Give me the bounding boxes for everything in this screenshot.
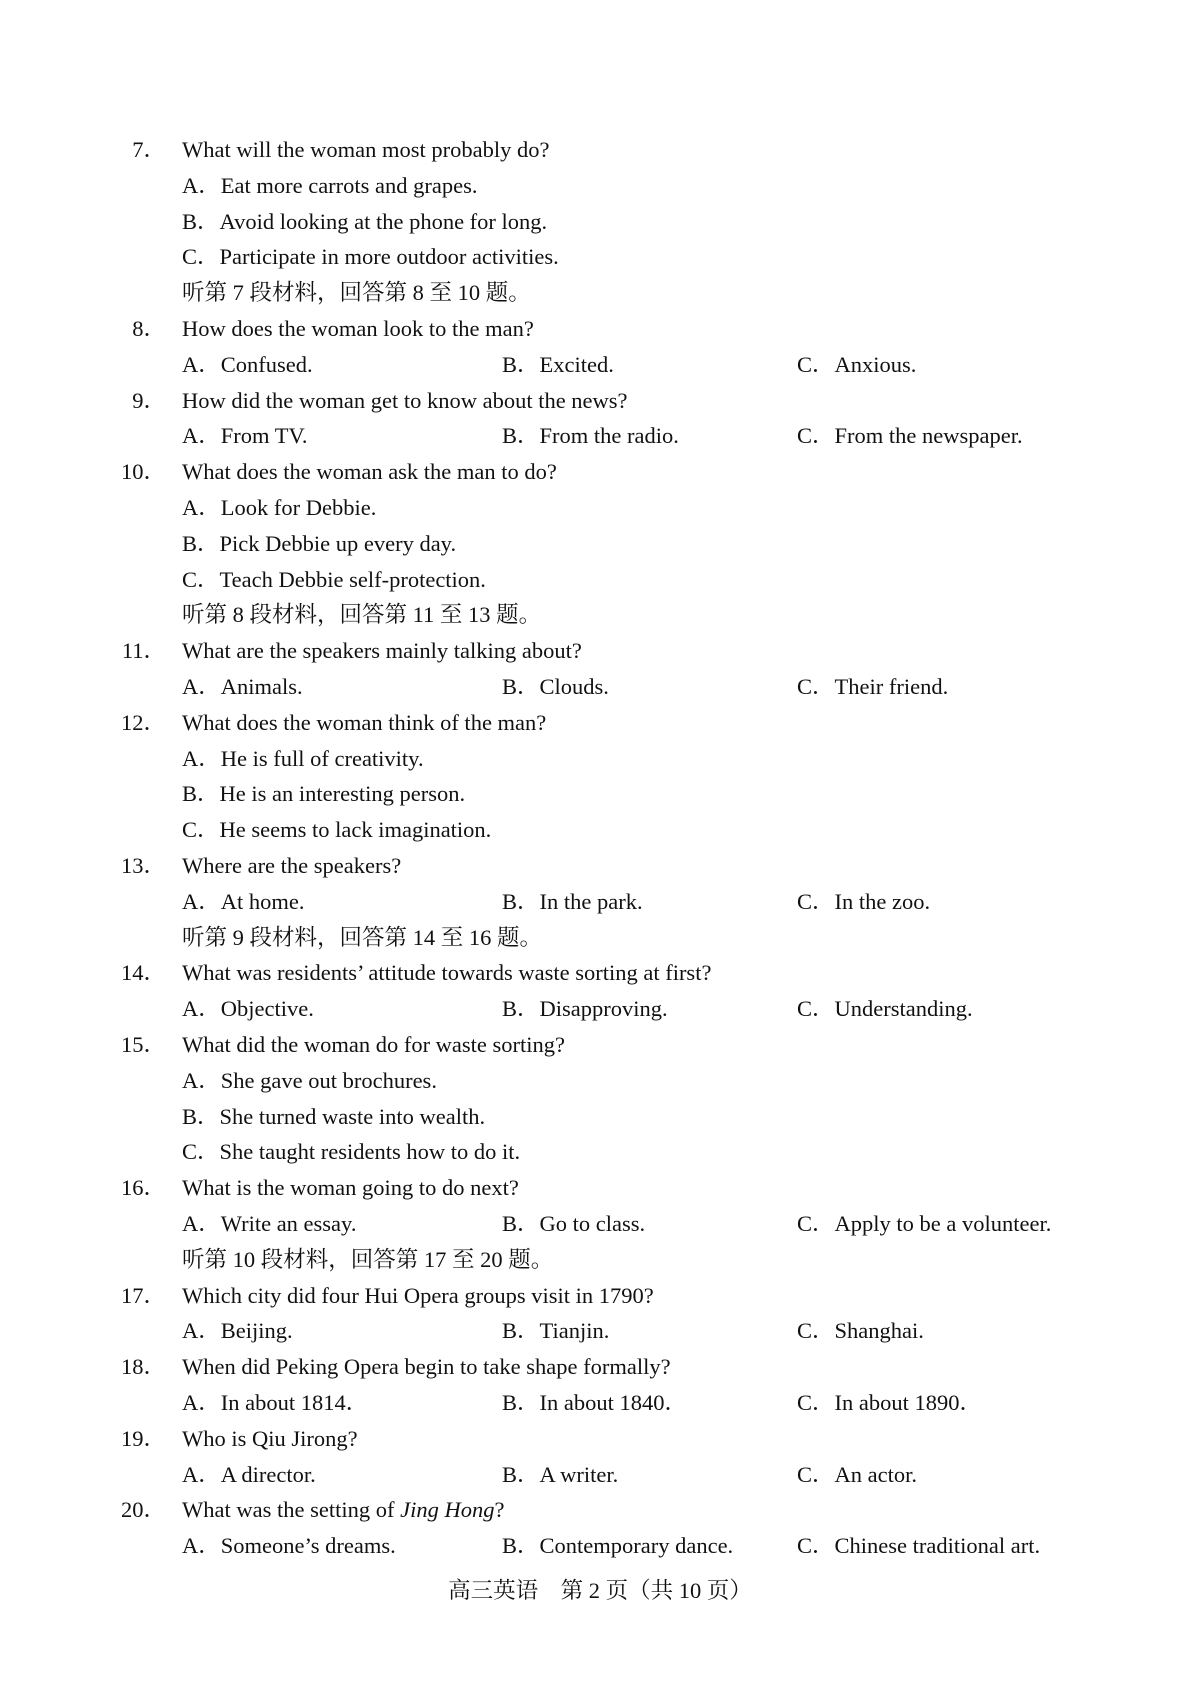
question-text	[182, 456, 557, 488]
question-text	[182, 385, 628, 417]
answer-option: B．He is an interesting person.	[182, 781, 466, 807]
answer-option: A．He is full of creativity.	[182, 745, 424, 771]
answer-option: C．Anxious.	[797, 351, 917, 377]
question-number: 19．	[120, 1425, 166, 1451]
answer-option: A．From TV.	[182, 423, 308, 449]
question-number: 11．	[121, 638, 166, 664]
answer-option: A．Objective.	[182, 996, 314, 1022]
answer-option: A．At home.	[182, 888, 305, 914]
question-text-main: What was residents’ attitude towards waste sorting at first?	[182, 960, 712, 986]
page-footer: 高三英语 第 2 页（共 10 页）	[448, 1578, 752, 1603]
answer-option: A．Someone’s dreams.	[182, 1533, 396, 1559]
answer-option: C．In about 1890．	[797, 1390, 982, 1415]
question-text-main: When did Peking Opera begin to take shape formally?	[182, 1354, 671, 1380]
answer-option: B．She turned waste into wealth.	[182, 1103, 486, 1129]
answer-option: C．In the zoo.	[797, 888, 931, 914]
question-number: 14．	[120, 960, 166, 986]
question-text-main: What does the woman ask the man to do?	[182, 459, 557, 485]
answer-option: C．Participate in more outdoor activities.	[182, 244, 559, 270]
question-number: 10．	[120, 459, 166, 485]
question-text-main: How does the woman look to the man?	[182, 316, 534, 341]
answer-option: B．From the radio.	[502, 423, 679, 449]
question-number: 9．	[132, 387, 166, 413]
answer-option: C．He seems to lack imagination.	[182, 817, 492, 843]
question-text-main: What is the woman going to do next?	[182, 1175, 519, 1201]
answer-option: C．Teach Debbie self-protection.	[182, 566, 486, 592]
answer-option: C．From the newspaper.	[797, 423, 1023, 449]
answer-option: C．Their friend.	[797, 674, 949, 699]
question-number: 13．	[120, 853, 166, 878]
answer-option: A．A director.	[182, 1461, 316, 1487]
question-text	[182, 850, 401, 882]
question-text-main: What does the woman think of the man?	[182, 709, 547, 735]
question-text-main: Which city did four Hui Opera groups visit in 1790?	[182, 1282, 654, 1308]
question-number: 17．	[120, 1282, 166, 1308]
answer-option: C．She taught residents how to do it.	[182, 1139, 521, 1165]
question-text	[182, 707, 546, 739]
answer-option: C．An actor.	[797, 1461, 917, 1487]
question-text	[182, 1494, 504, 1526]
answer-option: C．Apply to be a volunteer.	[797, 1211, 1052, 1236]
answer-option: B．Disapproving.	[502, 996, 668, 1022]
answer-option: A．Eat more carrots and grapes.	[182, 172, 478, 198]
answer-option: A．Look for Debbie.	[182, 495, 377, 520]
question-number: 8．	[132, 316, 166, 341]
question-text-italic: Jing Hong	[400, 1497, 495, 1523]
question-text	[182, 957, 711, 989]
answer-option: B．A writer.	[502, 1461, 619, 1487]
question-text	[182, 313, 534, 345]
question-number: 15．	[120, 1032, 166, 1057]
answer-option: B．Contemporary dance.	[502, 1533, 734, 1559]
answer-option: B．Clouds.	[502, 674, 609, 699]
question-number: 7．	[132, 137, 166, 162]
answer-option: B．Go to class.	[502, 1211, 646, 1236]
question-text-main: What was the setting of	[182, 1497, 401, 1523]
question-text	[182, 1172, 519, 1204]
question-text	[182, 1280, 654, 1312]
answer-option: C．Chinese traditional art.	[797, 1533, 1041, 1559]
instruction-text: 听第 7 段材料，回答第 8 至 10 题。	[182, 280, 531, 306]
question-text-main: How did the woman get to know about the news?	[182, 387, 628, 413]
question-text-end: ?	[494, 1497, 505, 1523]
instruction-text: 听第 9 段材料，回答第 14 至 16 题。	[182, 924, 543, 950]
answer-option: A．Animals.	[182, 674, 303, 699]
question-text	[182, 134, 549, 166]
answer-option: B．Avoid looking at the phone for long.	[182, 208, 548, 234]
answer-option: B．Pick Debbie up every day.	[182, 530, 457, 556]
question-number: 12．	[120, 709, 166, 735]
answer-option: B．In the park.	[502, 888, 643, 914]
answer-option: C．Shanghai.	[797, 1318, 924, 1344]
instruction-text: 听第 10 段材料，回答第 17 至 20 题。	[182, 1246, 554, 1272]
question-text-main: What will the woman most probably do?	[182, 137, 550, 162]
question-number: 16．	[120, 1175, 166, 1201]
question-text	[182, 1029, 565, 1061]
question-text-main: Who is Qiu Jirong?	[182, 1425, 358, 1451]
question-text	[182, 1351, 671, 1383]
answer-option: B．In about 1840．	[502, 1390, 687, 1415]
answer-option: A．In about 1814．	[182, 1390, 369, 1415]
question-text	[182, 635, 582, 667]
answer-option: B．Excited.	[502, 351, 614, 377]
question-text-main: What did the woman do for waste sorting?	[182, 1032, 566, 1057]
answer-option: A．Confused.	[182, 351, 313, 377]
instruction-text: 听第 8 段材料，回答第 11 至 13 题。	[182, 602, 542, 628]
answer-option: C．Understanding.	[797, 996, 973, 1022]
answer-option: A．Write an essay.	[182, 1211, 357, 1236]
answer-option: A．Beijing.	[182, 1318, 293, 1344]
question-text-main: Where are the speakers?	[182, 853, 402, 878]
question-number: 18．	[120, 1354, 166, 1380]
question-text-main: What are the speakers mainly talking about?	[182, 638, 582, 664]
question-text	[182, 1423, 358, 1455]
answer-option: A．She gave out brochures.	[182, 1067, 437, 1093]
answer-option: B．Tianjin.	[502, 1318, 610, 1344]
question-number: 20．	[120, 1497, 166, 1523]
